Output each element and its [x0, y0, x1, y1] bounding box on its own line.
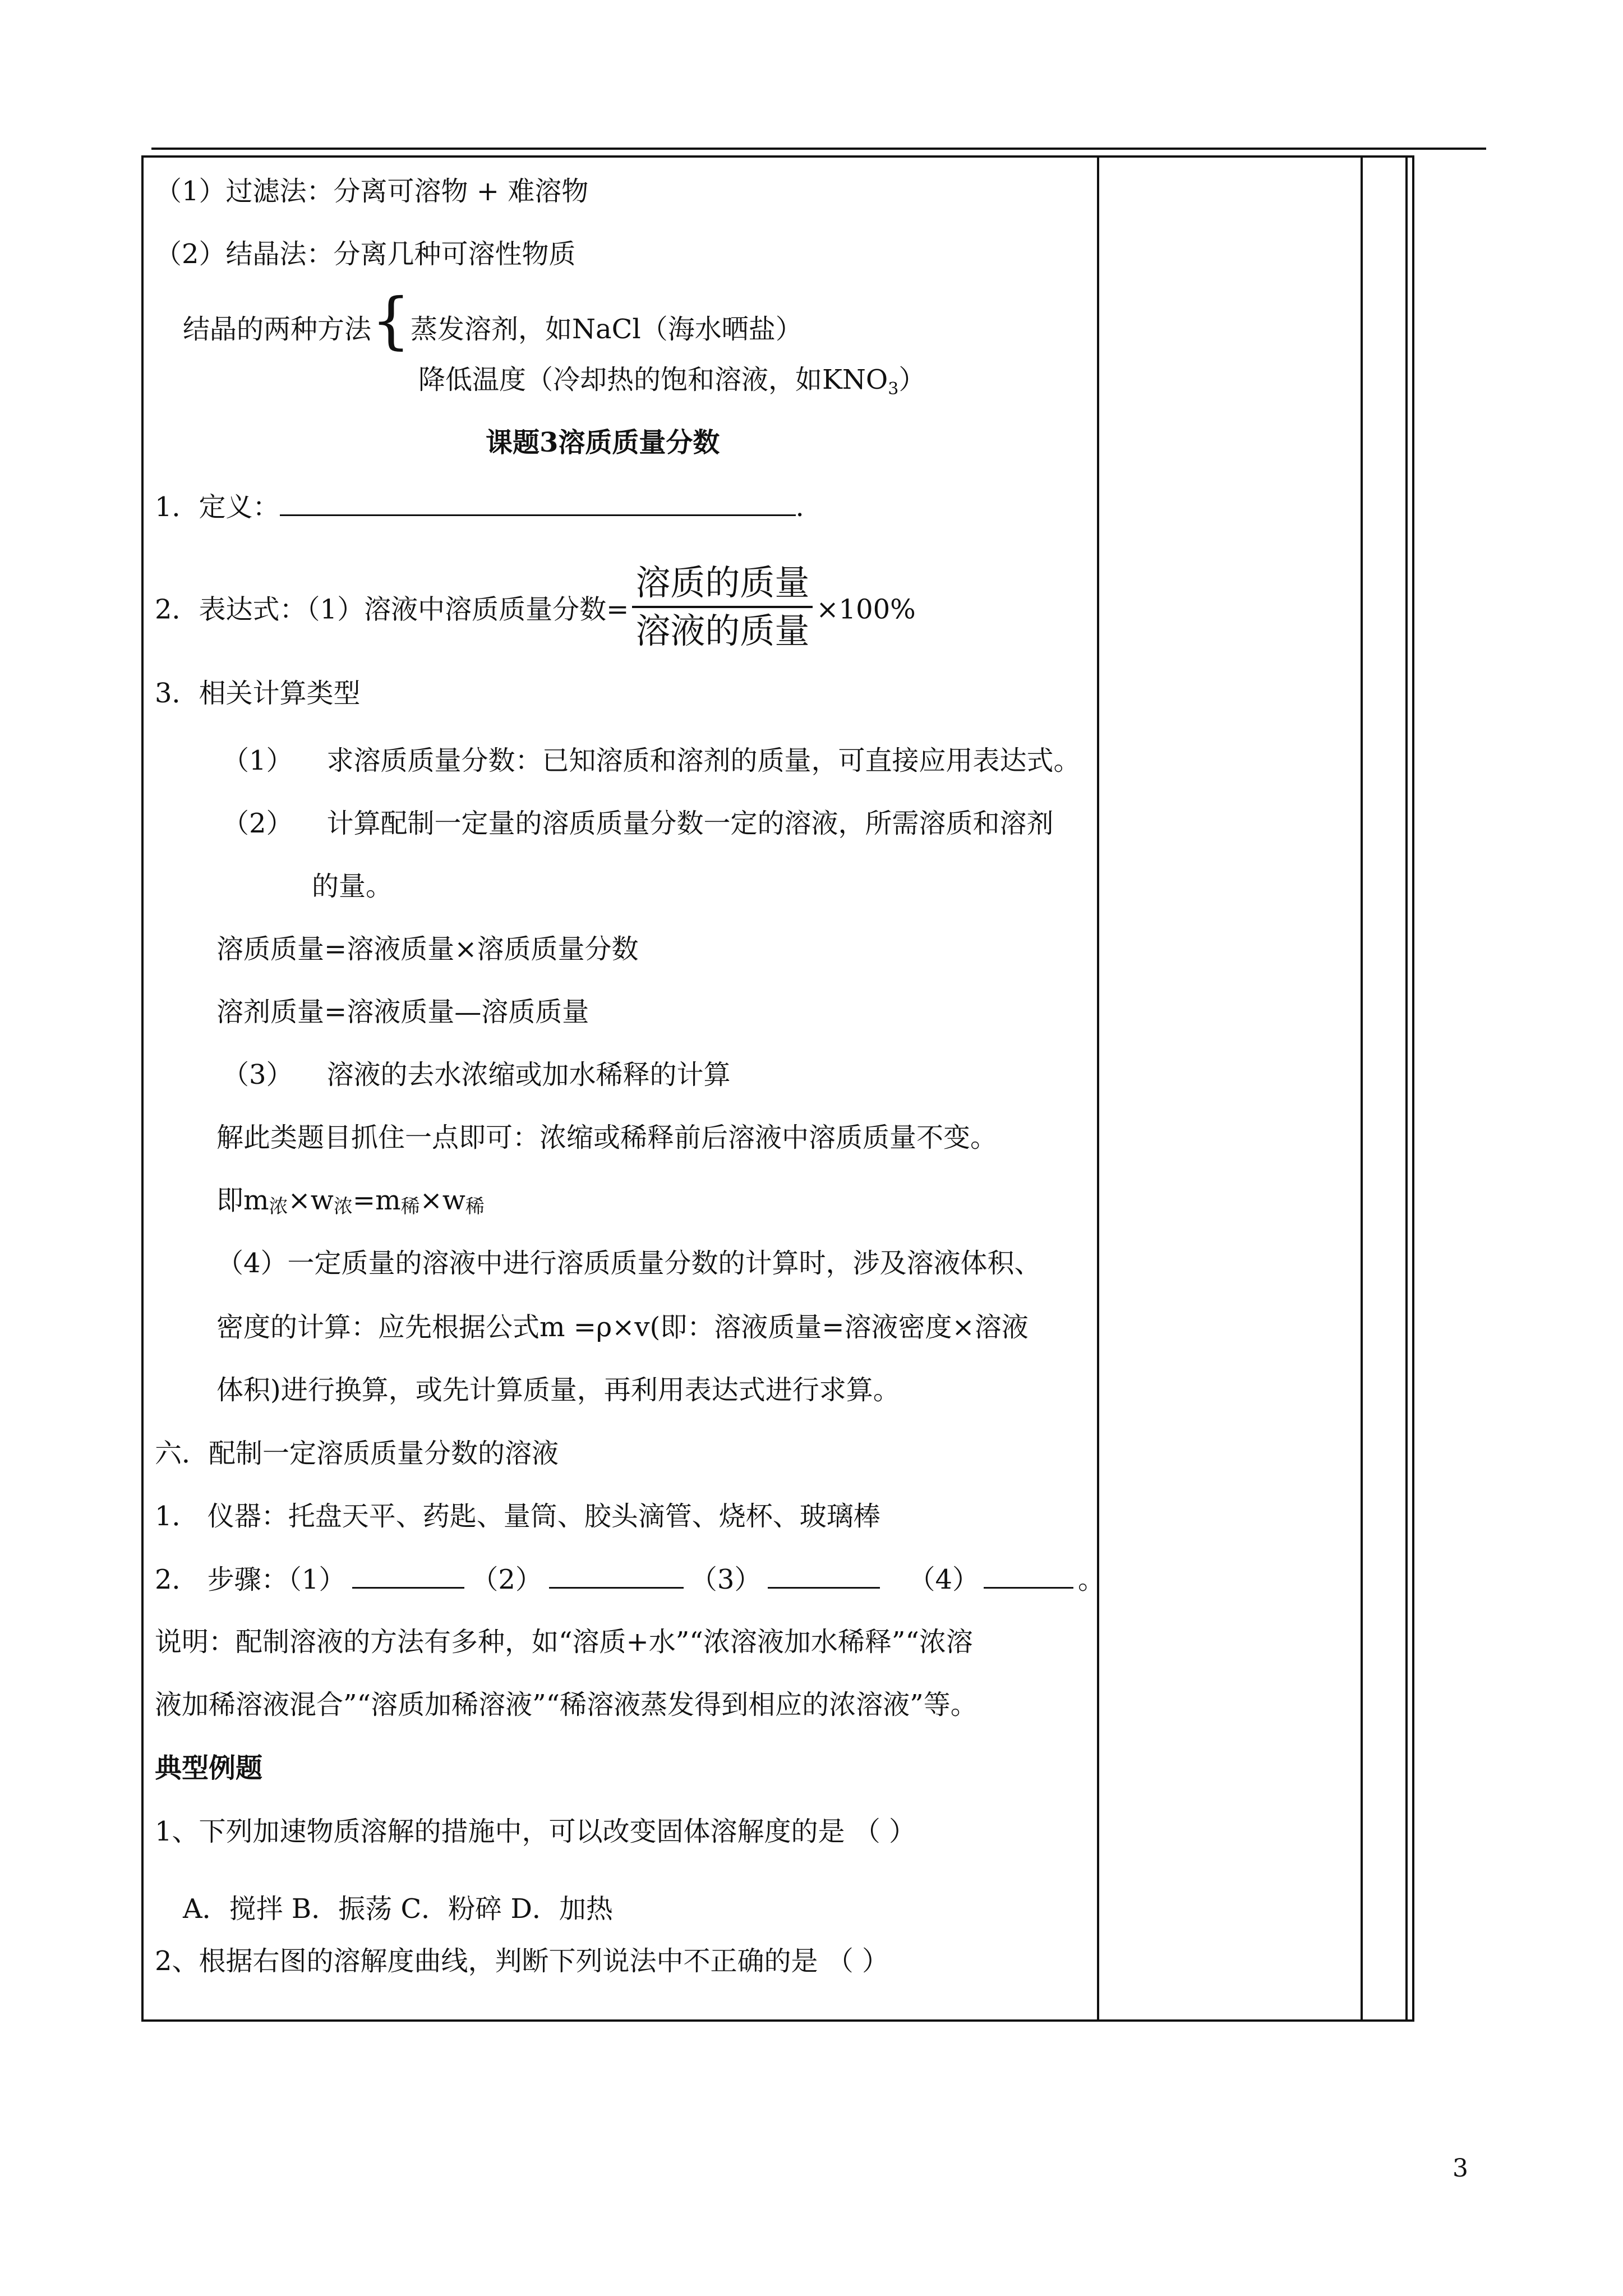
calc-type-2: （2） 计算配制一定量的溶质质量分数一定的溶液，所需溶质和溶剂: [222, 808, 1054, 839]
section-title: 课题3溶质质量分数: [486, 427, 720, 458]
calc-type-3: （3） 溶液的去水浓缩或加水稀释的计算: [222, 1059, 731, 1091]
methods-label: 结晶的两种方法: [183, 314, 372, 345]
top-rule: [151, 148, 1486, 150]
step-3-blank: [768, 1562, 880, 1589]
steps-line: 2． 步骤：（1） （2） （3） （4） 。: [155, 1562, 1105, 1596]
question-2: 2、根据右图的溶解度曲线，判断下列说法中不正确的是 （ ）: [155, 1945, 889, 1977]
crystallization-methods: [183, 284, 803, 356]
column-divider-2: [1361, 158, 1363, 2019]
dilution-equation: 即m浓×w浓=m稀×w稀: [216, 1185, 485, 1218]
calc-type-4: （4）一定质量的溶液中进行溶质质量分数的计算时，涉及溶液体积、: [216, 1248, 1041, 1279]
column-divider-1: [1097, 158, 1099, 2019]
step-1-blank: [352, 1562, 464, 1589]
solvent-mass-formula: 溶剂质量=溶液质量—溶质质量: [216, 996, 589, 1028]
calc-type-1: （1） 求溶质质量分数：已知溶质和溶剂的质量，可直接应用表达式。: [222, 745, 1081, 776]
method-evaporate: 蒸发溶剂，如NaCl（海水晒盐）: [411, 314, 803, 345]
step-2-blank: [549, 1562, 684, 1589]
calc-types-heading: 3．相关计算类型: [155, 678, 361, 709]
method-cool: 降低温度（冷却热的饱和溶液，如$KNO_3$）: [418, 364, 926, 399]
note-line-2: 液加稀溶液混合”“溶质加稀溶液”“稀溶液蒸发得到相应的浓溶液”等。: [155, 1689, 978, 1720]
solute-mass-formula: 溶质质量=溶液质量×溶质质量分数: [216, 933, 639, 965]
section-six-heading: 六．配制一定溶质质量分数的溶液: [155, 1438, 559, 1469]
table-frame: [141, 155, 1414, 2022]
instruments-line: 1． 仪器：托盘天平、药匙、量筒、胶头滴管、烧杯、玻璃棒: [155, 1501, 880, 1532]
definition-line: 1．定义： .: [155, 490, 804, 524]
question-1: 1、下列加速物质溶解的措施中，可以改变固体溶解度的是 （ ）: [155, 1816, 916, 1847]
calc-type-3-desc: 解此类题目抓住一点即可：浓缩或稀释前后溶液中溶质质量不变。: [216, 1122, 998, 1153]
question-1-options: A．搅拌 B．振荡 C．粉碎 D．加热: [183, 1893, 613, 1925]
brace-icon: {: [371, 284, 411, 356]
calc-type-4-cont1: 密度的计算：应先根据公式m =ρ×v(即：溶液质量=溶液密度×溶液: [216, 1312, 1029, 1343]
crystallization-line: （2）结晶法：分离几种可溶性物质: [155, 238, 576, 270]
definition-blank: [280, 490, 796, 516]
examples-heading: 典型例题: [155, 1752, 263, 1784]
mass-fraction-formula: $\frac{\text{溶质的质量}}{\text{溶液的质量}}$: [632, 560, 813, 654]
filtration-line: （1）过滤法：分离可溶物 + 难溶物: [155, 176, 589, 207]
page-number: 3: [1453, 2154, 1468, 2183]
expression-line: 2．表达式：（1）溶液中溶质质量分数= $\frac{\text{溶质的质量}}{\text{溶液的质量}}$ ×100%: [155, 564, 916, 659]
note-line-1: 说明：配制溶液的方法有多种，如“溶质+水”“浓溶液加水稀释”“浓溶: [155, 1626, 973, 1658]
content-cell: [155, 158, 1105, 2009]
calc-type-2-cont: 的量。: [312, 871, 393, 902]
step-4-blank: [984, 1562, 1073, 1589]
column-divider-3: [1405, 158, 1408, 2019]
calc-type-4-cont2: 体积)进行换算，或先计算质量，再利用表达式进行求算。: [216, 1374, 900, 1406]
